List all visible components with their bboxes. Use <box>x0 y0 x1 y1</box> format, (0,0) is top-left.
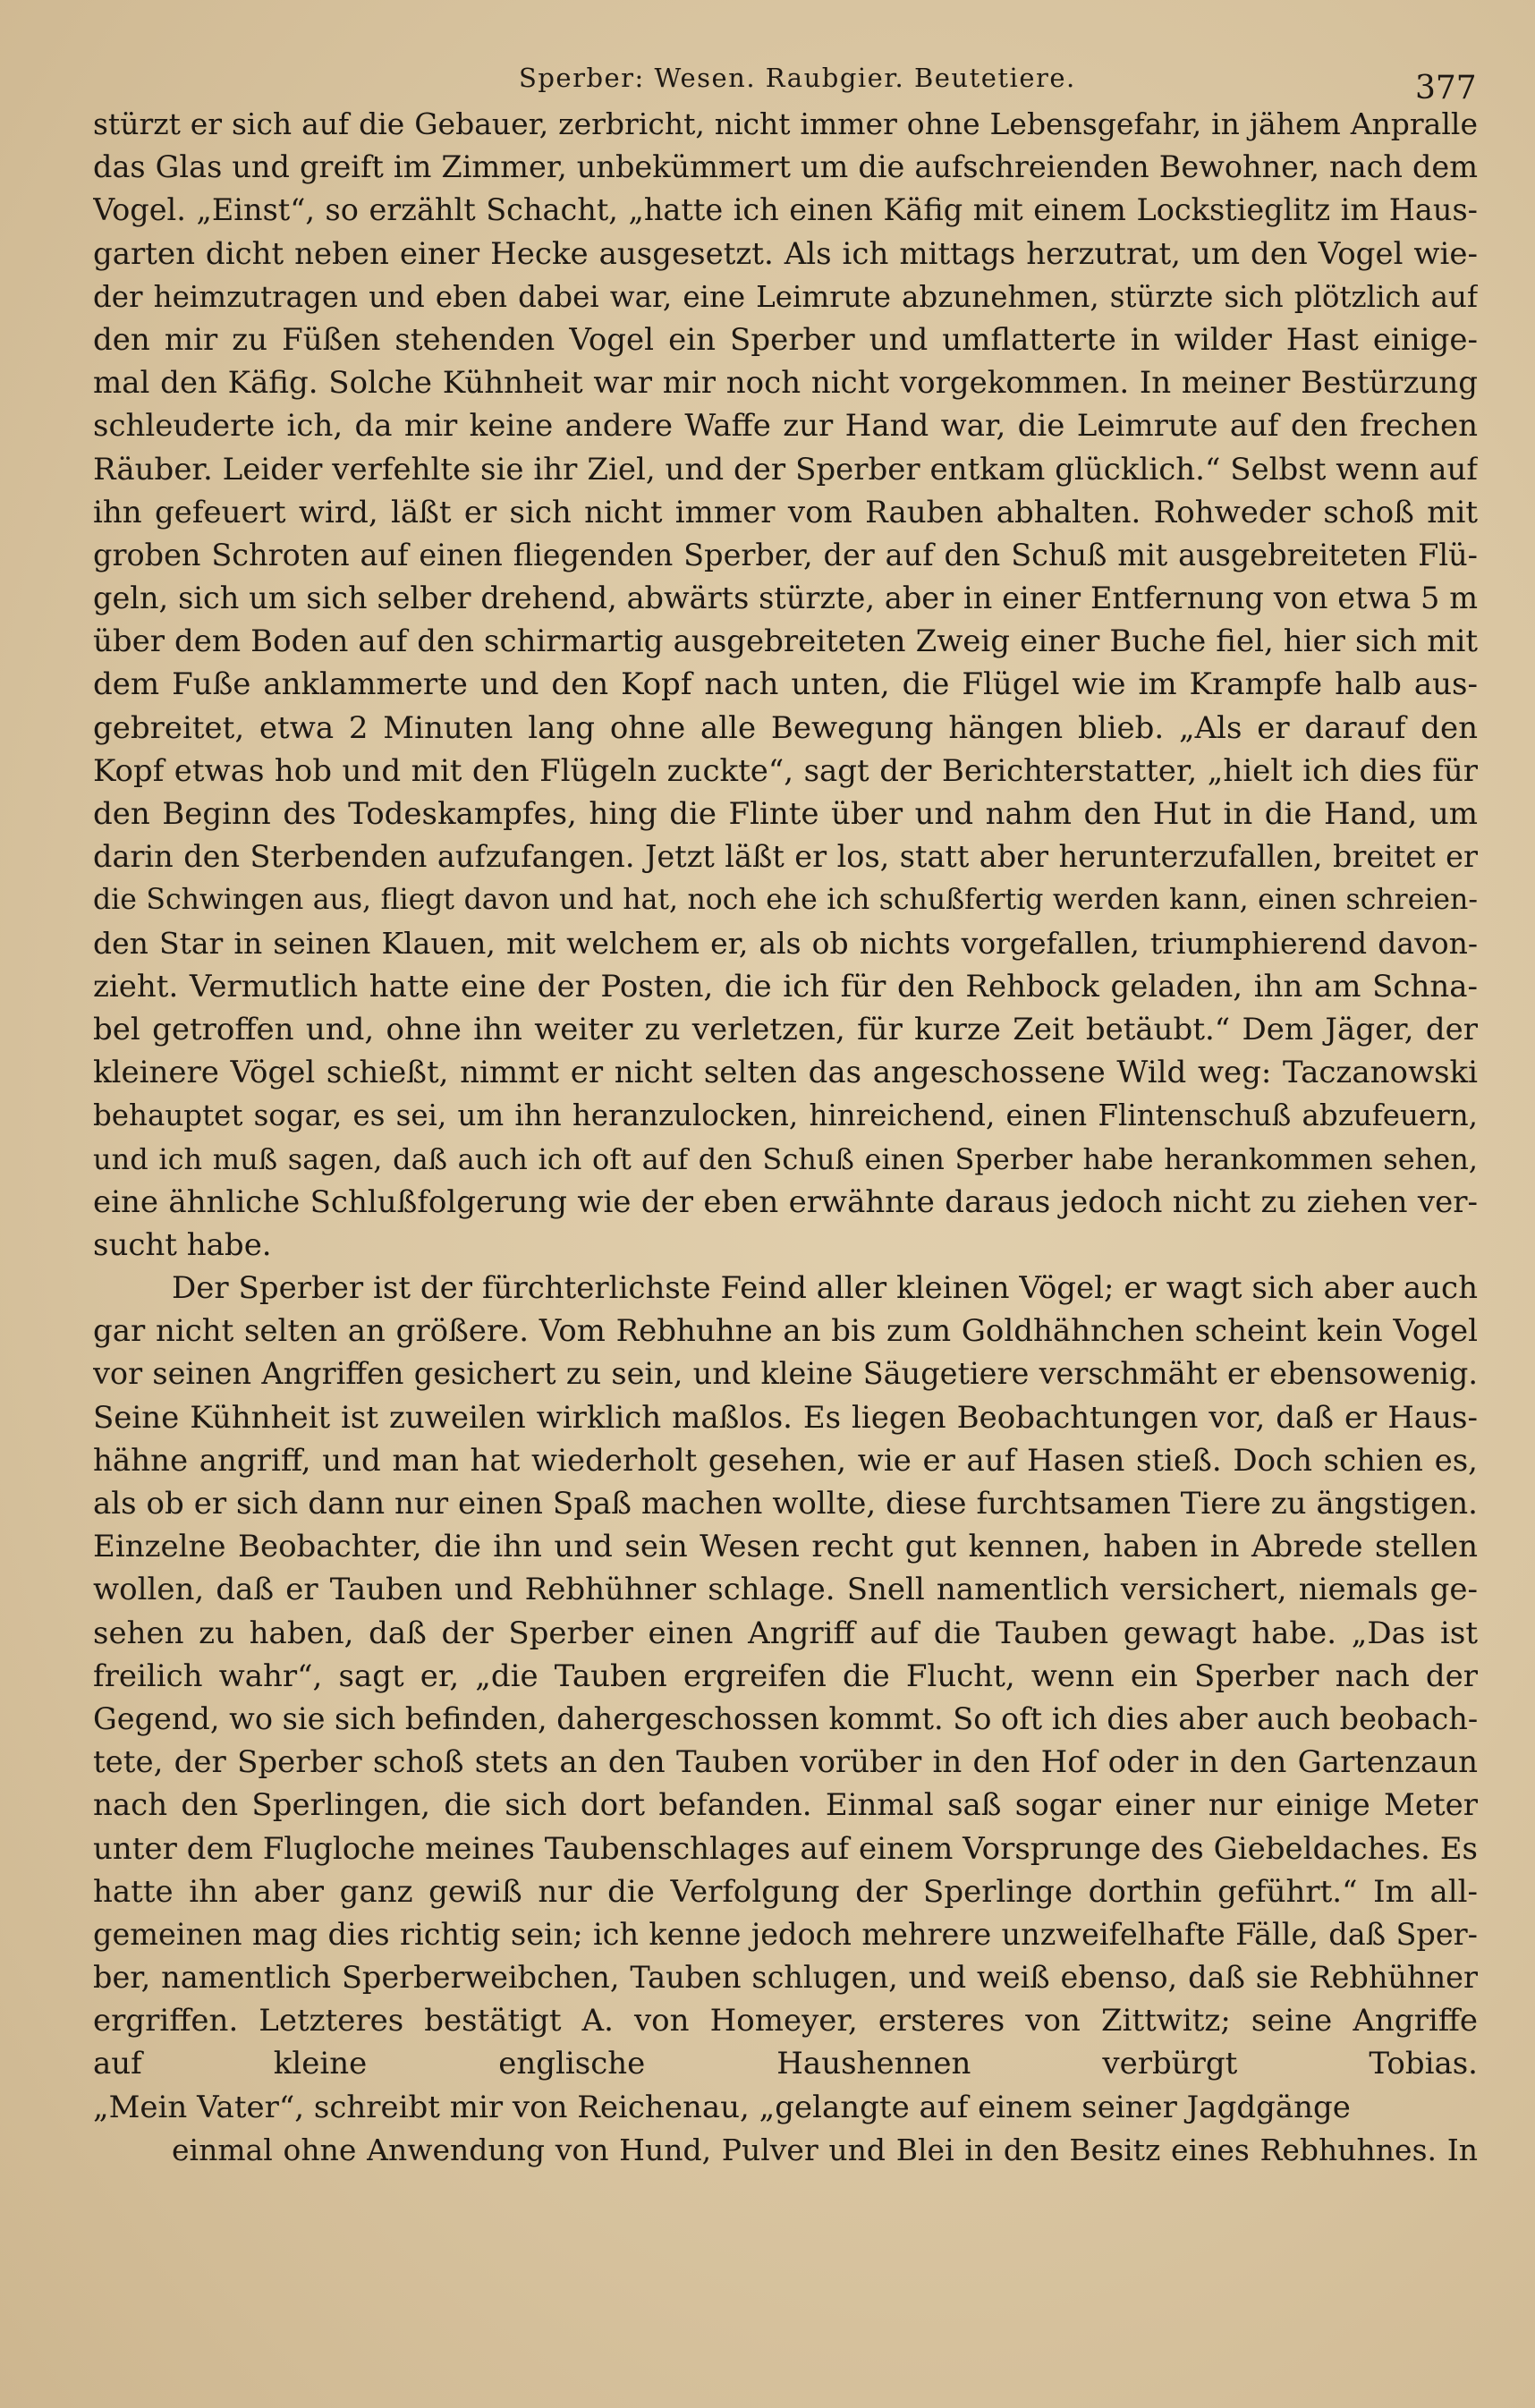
text-line: nach den Sperlingen, die sich dort befanden. Einmal saß sogar einer nur einige Meter <box>93 1787 1478 1824</box>
text-line: den Beginn des Todeskampfes, hing die Flinte über und nahm den Hut in die Hand, um <box>93 796 1478 832</box>
text-line: unter dem Flugloche meines Taubenschlages auf einem Vorsprunge des Giebeldaches. Es <box>93 1830 1478 1867</box>
text-line: garten dicht neben einer Hecke ausgesetzt. Als ich mittags herzutrat, um den Vogel wie- <box>93 235 1478 272</box>
text-line: Seine Kühnheit ist zuweilen wirklich maßlos. Es liegen Beobachtungen vor, daß er Haus- <box>93 1399 1478 1436</box>
text-line: schleuderte ich, da mir keine andere Waffe zur Hand war, die Leimrute auf den frechen <box>93 408 1478 445</box>
text-line: über dem Boden auf den schirmartig ausgebreiteten Zweig einer Buche fiel, hier sich mit <box>93 623 1478 660</box>
text-line: als ob er sich dann nur einen Spaß machen wollte, diese furchtsamen Tiere zu ängstigen. <box>93 1486 1478 1522</box>
text-line: den Star in seinen Klauen, mit welchem er, als ob nichts vorgefallen, triumphierend davon- <box>93 925 1478 961</box>
text-line: stürzt er sich auf die Gebauer, zerbricht, nicht immer ohne Lebensgefahr, in jähem Anpralle <box>93 106 1478 141</box>
text-line: auf kleine englische Haushennen verbürgt Tobias. <box>93 2046 1478 2082</box>
text-line <box>93 2172 1478 2215</box>
text-line: eine ähnliche Schlußfolgerung wie der eben erwähnte daraus jedoch nicht zu ziehen ver- <box>93 1183 1478 1220</box>
text-line: der heimzutragen und eben dabei war, eine Leimrute abzunehmen, stürzte sich plötzlich auf <box>93 279 1478 314</box>
text-line: bel getroffen und, ohne ihn weiter zu verletzen, für kurze Zeit betäubt.“ Dem Jäger, der <box>93 1011 1478 1047</box>
text-line: wollen, daß er Tauben und Rebhühner schlage. Snell namentlich versichert, niemals ge- <box>93 1572 1478 1608</box>
text-line: kleinere Vögel schießt, nimmt er nicht selten das angeschossene Wild weg: Taczanowski <box>93 1055 1478 1091</box>
text-line: sehen zu haben, daß der Sperber einen Angriff auf die Tauben gewagt habe. „Das ist <box>93 1615 1478 1651</box>
body-text <box>93 103 1478 2215</box>
text-line-paragraph-end: „Mein Vater“, schreibt mir von Reichenau, „gelangte auf einem seiner Jagdgänge <box>93 2089 1351 2125</box>
text-line: tete, der Sperber schoß stets an den Tauben vorüber in den Hof oder in den Gartenzaun <box>93 1744 1478 1781</box>
text-line: zieht. Vermutlich hatte eine der Posten, die ich für den Rehbock geladen, ihn am Schna- <box>93 968 1478 1005</box>
text-line: geln, sich um sich selber drehend, abwärts stürzte, aber in einer Entfernung von etwa 5 m <box>93 581 1478 616</box>
text-line: dem Fuße anklammerte und den Kopf nach unten, die Flügel wie im Krampfe halb aus- <box>93 666 1478 703</box>
text-line-paragraph-end: sucht habe. <box>93 1226 272 1263</box>
text-line: und ich muß sagen, daß auch ich oft auf den Schuß einen Sperber habe herankommen sehen, <box>93 1141 1478 1176</box>
text-line: die Schwingen aus, fliegt davon und hat, noch ehe ich schußfertig werden kann, einen schreien- <box>93 884 1478 917</box>
text-line: ergriffen. Letzteres bestätigt A. von Homeyer, ersteres von Zittwitz; seine Angriffe <box>93 2003 1478 2039</box>
text-line: ihn gefeuert wird, läßt er sich nicht immer vom Rauben abhalten. Rohweder schoß mit <box>93 494 1478 530</box>
text-line: gemeinen mag dies richtig sein; ich kenne jedoch mehrere unzweifelhafte Fälle, daß Sper- <box>93 1916 1478 1952</box>
running-head: Sperber: Wesen. Raubgier. Beutetiere. <box>519 63 1076 93</box>
text-line: hähne angriff, und man hat wiederholt gesehen, wie er auf Hasen stieß. Doch schien es, <box>93 1442 1478 1479</box>
text-line: das Glas und greift im Zimmer, unbekümmert um die aufschreienden Bewohner, nach dem <box>93 149 1478 185</box>
text-line: groben Schroten auf einen fliegenden Sperber, der auf den Schuß mit ausgebreiteten Flü- <box>93 537 1478 572</box>
text-line: behauptet sogar, es sei, um ihn heranzulocken, hinreichend, einen Flintenschuß abzufeuern, <box>93 1098 1478 1133</box>
text-line-paragraph-start: Der Sperber ist der fürchterlichste Feind aller kleinen Vögel; er wagt sich aber auch <box>172 1270 1478 1307</box>
text-line-paragraph-start: einmal ohne Anwendung von Hund, Pulver und Blei in den Besitz eines Rebhuhnes. In <box>172 2132 1478 2167</box>
text-line: darin den Sterbenden aufzufangen. Jetzt läßt er los, statt aber herunterzufallen, breitet er <box>93 839 1478 875</box>
text-line: ber, namentlich Sperberweibchen, Tauben schlugen, und weiß ebenso, daß sie Rebhühner <box>93 1960 1478 1996</box>
text-line: mal den Käfig. Solche Kühnheit war mir noch nicht vorgekommen. In meiner Bestürzung <box>93 365 1478 402</box>
text-line: Gegend, wo sie sich befinden, dahergeschossen kommt. So oft ich dies aber auch beobach- <box>93 1700 1478 1736</box>
text-line: gebreitet, etwa 2 Minuten lang ohne alle Bewegung hängen blieb. „Als er darauf den <box>93 709 1478 746</box>
text-line: hatte ihn aber ganz gewiß nur die Verfolgung der Sperlinge dorthin geführt.“ Im all- <box>93 1873 1478 1910</box>
text-line: gar nicht selten an größere. Vom Rebhuhne an bis zum Goldhähnchen scheint kein Vogel <box>93 1313 1478 1350</box>
text-line: vor seinen Angriffen gesichert zu sein, und kleine Säugetiere verschmäht er ebensowenig. <box>93 1356 1478 1392</box>
text-line: freilich wahr“, sagt er, „die Tauben ergreifen die Flucht, wenn ein Sperber nach der <box>93 1658 1478 1694</box>
text-line: Einzelne Beobachter, die ihn und sein Wesen recht gut kennen, haben in Abrede stellen <box>93 1529 1478 1565</box>
text-line: Vogel. „Einst“, so erzählt Schacht, „hatte ich einen Käfig mit einem Lockstieglitz im Haus- <box>93 192 1478 228</box>
text-line: Kopf etwas hob und mit den Flügeln zuckte“, sagt der Berichterstatter, „hielt ich dies für <box>93 752 1478 789</box>
text-line: den mir zu Füßen stehenden Vogel ein Sperber und umflatterte in wilder Hast einige- <box>93 321 1478 358</box>
page-number: 377 <box>1415 70 1477 106</box>
text-line: Räuber. Leider verfehlte sie ihr Ziel, und der Sperber entkam glücklich.“ Selbst wenn auf <box>93 451 1478 488</box>
